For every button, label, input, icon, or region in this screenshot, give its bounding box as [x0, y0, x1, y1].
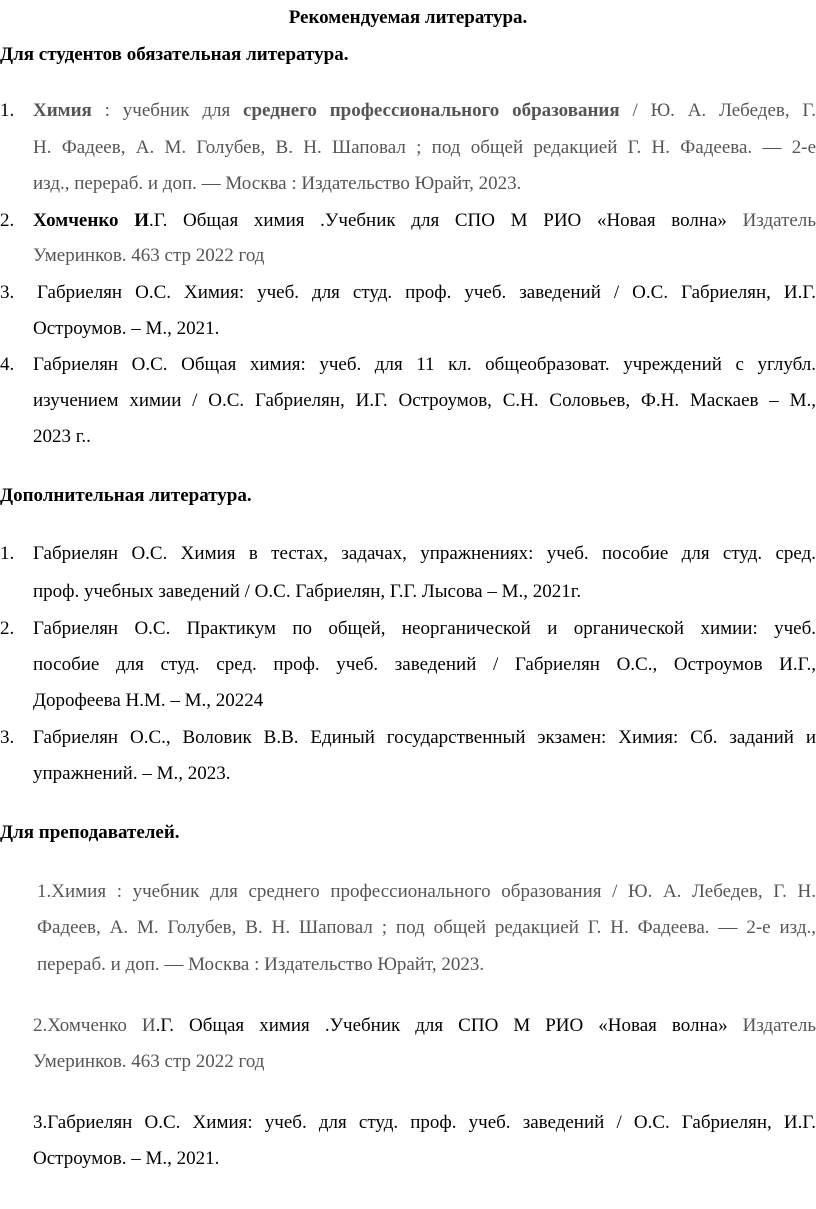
students-item-3: 3. Габриелян О.С. Химия: учеб. для студ. проф. учеб. заведений / О.С. Габриелян, И.Г. [0, 282, 816, 303]
students-item-4-line-3: 2023 г.. [33, 426, 91, 447]
students-item-4-line-2: изучением химии / О.С. Габриелян, И.Г. Остроумов, С.Н. Соловьев, Ф.Н. Маскаев – М., [33, 390, 816, 411]
teachers-item-1-line-2: Фадеев, А. М. Голубев, В. Н. Шаповал ; под общей редакцией Г. Н. Фадеева. — 2-е изд., [37, 917, 816, 938]
list-number: 4. [0, 354, 15, 375]
students-item-1-line-3: изд., перераб. и доп. — Москва : Издательство Юрайт, 2023. [33, 173, 522, 194]
additional-item-2-line-3: Дорофеева Н.М. – М., 20224 [33, 690, 264, 711]
list-number: 2. [0, 210, 15, 231]
students-item-2: 2. Хомченко И.Г. Общая химия .Учебник для СПО М РИО «Новая волна» Издатель [0, 210, 816, 231]
book-title: Химия [33, 100, 92, 121]
students-item-4: 4. Габриелян О.С. Общая химия: учеб. для 11 кл. общеобразоват. учреждений с углубл. [0, 354, 816, 375]
students-heading: Для студентов обязательная литература. [0, 44, 349, 65]
teachers-item-2: 2.Хомченко И.Г. Общая химия .Учебник для СПО М РИО «Новая волна» Издатель [33, 1015, 816, 1036]
teachers-item-2-line-2: Умеринков. 463 стр 2022 год [33, 1051, 265, 1072]
list-number: 3. [0, 282, 15, 303]
list-number: 1. [0, 100, 15, 121]
students-item-1-line-2: Н. Фадеев, А. М. Голубев, В. Н. Шаповал ; под общей редакцией Г. Н. Фадеева. — 2-е [33, 137, 816, 158]
list-number: 3. [0, 727, 15, 748]
teachers-item-1-line-3: перераб. и доп. — Москва : Издательство Юрайт, 2023. [37, 954, 485, 975]
additional-item-1-line-2: проф. учебных заведений / О.С. Габриелян, Г.Г. Лысова – М., 2021г. [33, 581, 582, 602]
students-item-1: 1. Химия : учебник для среднего профессионального образования / Ю. А. Лебедев, Г. [0, 100, 816, 121]
teachers-item-1: 1.Химия : учебник для среднего профессионального образования / Ю. А. Лебедев, Г. Н. [37, 881, 816, 902]
additional-item-3-line-2: упражнений. – М., 2023. [33, 763, 231, 784]
teachers-item-3-line-2: Остроумов. – М., 2021. [33, 1148, 220, 1169]
students-item-2-line-2: Умеринков. 463 стр 2022 год [33, 245, 265, 266]
additional-item-1: 1. Габриелян О.С. Химия в тестах, задачах, упражнениях: учеб. пособие для студ. сред. [0, 543, 816, 564]
list-number: 2. [0, 618, 15, 639]
additional-item-2-line-2: пособие для студ. сред. проф. учеб. заведений / Габриелян О.С., Остроумов И.Г., [33, 654, 816, 675]
list-number: 1. [0, 543, 15, 564]
additional-item-3: 3. Габриелян О.С., Воловик В.В. Единый государственный экзамен: Химия: Сб. заданий и [0, 727, 816, 748]
page-title: Рекомендуемая литература. [288, 7, 528, 28]
students-item-3-line-2: Остроумов. – М., 2021. [33, 318, 220, 339]
additional-item-2: 2. Габриелян О.С. Практикум по общей, неорганической и органической химии: учеб. [0, 618, 816, 639]
teachers-item-3: 3.Габриелян О.С. Химия: учеб. для студ. проф. учеб. заведений / О.С. Габриелян, И.Г. [33, 1112, 816, 1133]
additional-heading: Дополнительная литература. [0, 485, 252, 506]
teachers-heading: Для преподавателей. [0, 822, 180, 843]
